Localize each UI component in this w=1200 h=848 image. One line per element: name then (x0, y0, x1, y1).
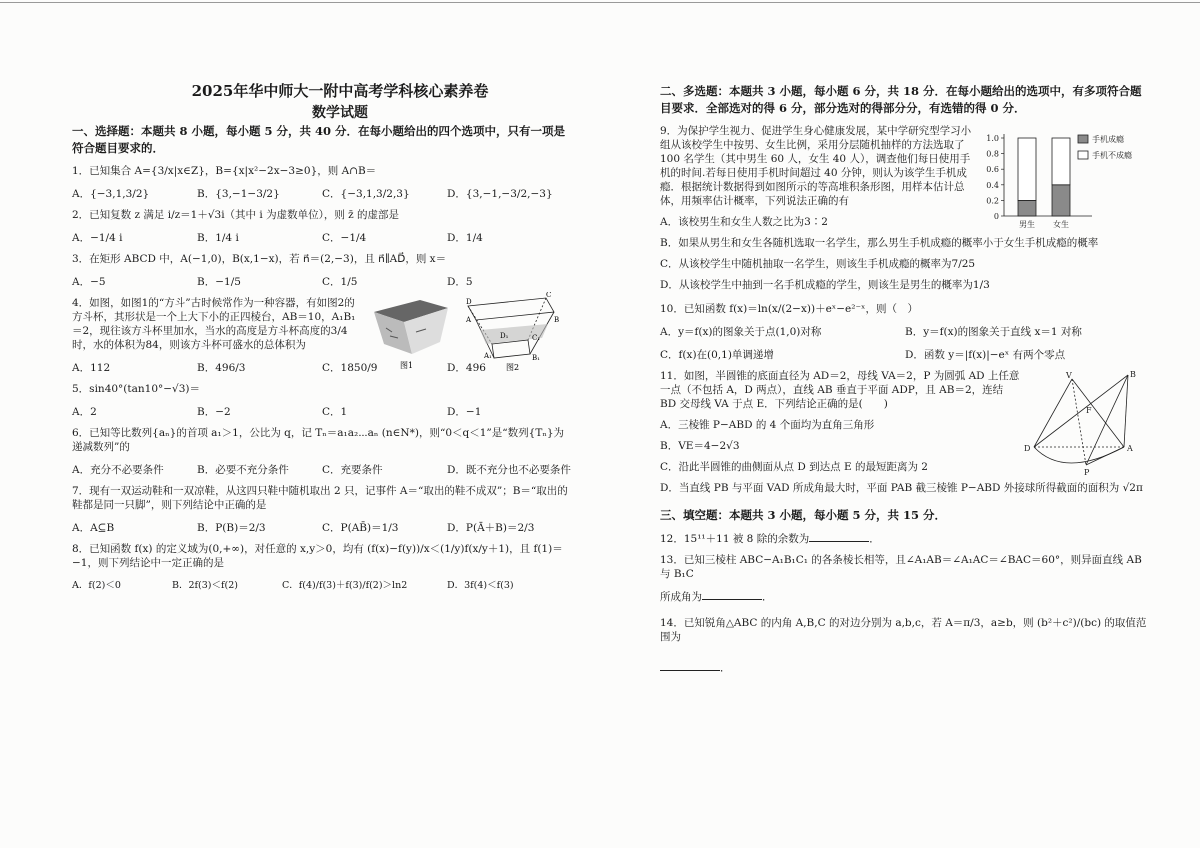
option-b: B．1/4 i (197, 232, 239, 244)
question-stem: 9．为保护学生视力、促进学生身心健康发展，某中学研究型学习小组从该校学生中按男、女生比例，采用分层随机抽样的方法选取了100 名学生（其中男生 60 人，女生 40 人），调查他们每日使用手机的时间.若每日使用手机时间超过 40 分钟，则认为该学生手机成瘾．根据统计数据得到如图所示的等高堆积条形图，用样本估计总体，用频率估计概率，下列说法正确的有 (660, 125, 972, 207)
question-7 (72, 484, 572, 535)
option-a: A．y＝f(x)的图象关于点(1,0)对称 (660, 326, 822, 338)
option-a: A．f(2)＜0 (72, 580, 121, 591)
section2-heading: 二、多选题：本题共 3 小题，每小题 6 分，共 18 分．在每小题给出的选项中，有多项符合题目要求．全部选对的得 6 分，部分选对的得部分分，有选错的得 0 分． (660, 84, 1142, 115)
left-page (72, 84, 572, 595)
question-stem: 10．已知函数 f(x)＝ln(x/(2−x))＋eˣ−e²⁻ˣ，则（ ） (660, 303, 918, 315)
bar-segment (1052, 138, 1070, 185)
answer-blank[interactable] (809, 531, 869, 542)
legend-swatch (1078, 135, 1088, 143)
options (72, 463, 572, 477)
figure-2-label: 图2 (506, 363, 520, 372)
question-2 (72, 208, 572, 245)
label-d: D (466, 298, 472, 306)
question-3 (72, 252, 572, 289)
exam-subtitle: 数学试题 (312, 105, 368, 121)
option-d: D．496 (447, 362, 486, 374)
label-a1: A₁ (484, 352, 492, 360)
option-a: A．{−3,1,3/2} (72, 188, 150, 200)
options (660, 325, 1150, 339)
label-a: A (1127, 444, 1133, 453)
label-c1: C₁ (532, 334, 541, 342)
option-d: D．当直线 PB 与平面 VAD 所成角最大时，平面 PAB 截三棱锥 P−ABD 外接球所得截面的面积为 √2π (660, 482, 1143, 494)
section3-heading: 三、填空题：本题共 3 小题，每小题 5 分，共 15 分． (660, 508, 947, 522)
y-tick-label: 0 (993, 212, 999, 221)
option-b: B．{3,−1−3/2} (197, 188, 280, 200)
figure-1-label: 图1 (400, 361, 414, 370)
question-6 (72, 426, 572, 477)
bar-segment (1052, 185, 1070, 216)
answer-blank[interactable] (702, 589, 762, 600)
question-12 (660, 531, 1150, 546)
label-p: P (1084, 468, 1090, 477)
question-stem: 8．已知函数 f(x) 的定义域为(0,+∞)，对任意的 x,y＞0，均有 (f(x)−f(y))/x＜(1/y)f(x/y＋1)，且 f(1)＝−1，则下列结论中一定正确的是 (72, 543, 563, 569)
option-c: C．f(x)在(0,1)单调递增 (660, 349, 774, 361)
option-c: C．1 (322, 406, 348, 418)
options (72, 187, 572, 201)
option-a: A．充分不必要条件 (72, 464, 164, 476)
option-a: A．−1/4 i (72, 232, 123, 244)
option-c: C．−1/4 (322, 232, 367, 244)
question-stem: 14．已知锐角△ABC 的内角 A,B,C 的对边分别为 a,b,c，若 A＝π/3，a≥b，则 (b²＋c²)/(bc) 的取值范围为 (660, 617, 1147, 643)
option-b: B．y＝f(x)的图象关于直线 x＝1 对称 (905, 326, 1082, 338)
options (72, 521, 572, 535)
question-stem: 6．已知等比数列{aₙ}的首项 a₁＞1，公比为 q，记 Tₙ＝a₁a₂⋯aₙ (n∈N*)，则“0＜q＜1”是“数列{Tₙ}为递减数列”的 (72, 427, 565, 453)
x-tick-label: 女生 (1053, 220, 1069, 229)
label-b: B (554, 316, 560, 324)
label-a: A (466, 316, 472, 324)
question-14 (660, 616, 1150, 675)
option-c: C．f(4)/f(3)＋f(3)/f(2)＞ln2 (282, 580, 408, 591)
option-b: B．2f(3)＜f(2) (172, 580, 238, 591)
option-a: A．A⊆B (72, 522, 115, 534)
option-c: C．1850/9 (322, 362, 378, 374)
label-d1: D₁ (500, 332, 509, 340)
x-tick-label: 男生 (1019, 220, 1035, 229)
right-page (660, 80, 1150, 675)
option-c: C．沿此半圆锥的曲侧面从点 D 到达点 E 的最短距离为 2 (660, 461, 928, 473)
figure-1-cup (374, 300, 448, 354)
option-d: D．3f(4)＜f(3) (447, 580, 514, 591)
bar-segment (1018, 200, 1036, 216)
option-a: A．该校男生和女生人数之比为3∶2 (660, 216, 828, 228)
option-d: D．从该校学生中抽到一名手机成瘾的学生，则该生是男生的概率为1/3 (660, 279, 990, 291)
options (72, 579, 572, 593)
question-9 (660, 124, 1150, 292)
y-tick-label: 0.4 (986, 180, 999, 190)
question-stem: 1．已知集合 A={3/x|x∈Z}，B={x|x²−2x−3≥0}，则 A∩B＝ (72, 165, 377, 177)
section1-heading: 一、选择题：本题共 8 小题，每小题 5 分，共 40 分．在每小题给出的四个选项中，只有一项是符合题目要求的． (72, 124, 566, 155)
question-8 (72, 542, 572, 593)
option-d: D．P(Ā＋B)＝2/3 (447, 522, 535, 534)
option-d: D．1/4 (447, 232, 483, 244)
question-stem: 7．现有一双运动鞋和一双凉鞋，从这四只鞋中随机取出 2 只，记事件 A＝“取出的鞋不成双”；B＝“取出的鞋都是同一只脚”，则下列结论中正确的是 (72, 485, 568, 511)
label-b: B (1130, 370, 1136, 379)
options (72, 275, 572, 289)
exam-title: 2025年华中师大一附中高考学科核心素养卷 (191, 82, 489, 100)
period: ． (720, 662, 731, 674)
question-4 (72, 292, 572, 375)
option-c: C．充要条件 (322, 464, 383, 476)
question-13 (660, 553, 1150, 604)
figure-4-fangdou (370, 292, 560, 372)
option-a: A．三棱锥 P−ABD 的 4 个面均为直角三角形 (660, 419, 875, 431)
q9-stacked-bar-chart (976, 128, 1152, 232)
question-stem: 4．如图，如图1的“方斗”古时候常作为一种容器，有如图2的方斗杯，其形状是一个上大下小的正四棱台，AB＝10，A₁B₁＝2，现往该方斗杯里加水，当水的高度是方斗杯高度的3/4时，水的体积为84，则该方斗杯可盛水的总体积为 (72, 297, 356, 351)
option-c: C．从该校学生中随机抽取一名学生，则该生手机成瘾的概率为7/25 (660, 258, 976, 270)
question-5 (72, 382, 572, 419)
question-stem: 5．sin40°(tan10°−√3)＝ (72, 383, 201, 395)
option-c: C．1/5 (322, 276, 358, 288)
option-b: B．496/3 (197, 362, 246, 374)
option-b: B．P(B)＝2/3 (197, 522, 266, 534)
question-stem: 3．在矩形 ABCD 中，A(−1,0)，B(x,1−x)，若 n⃗＝(2,−3)，且 n⃗∥AD⃗，则 x＝ (72, 253, 447, 265)
scan-top-line (0, 2, 1200, 3)
options (72, 231, 572, 245)
y-tick-label: 1.0 (986, 134, 999, 143)
legend-label: 手机不成瘾 (1092, 151, 1132, 160)
option-d: D．函数 y＝|f(x)|−eˣ 有两个零点 (905, 349, 1066, 361)
options (660, 348, 1150, 362)
option-a: A．112 (72, 362, 111, 374)
option-a: A．−5 (72, 276, 106, 288)
option-a: A．2 (72, 406, 97, 418)
option-b: B．−2 (197, 406, 231, 418)
option-c: C．P(AB̄)＝1/3 (322, 522, 399, 534)
label-d: D (1024, 444, 1031, 453)
y-tick-label: 0.2 (986, 196, 999, 206)
question-stem: 2．已知复数 z 满足 i/z＝1＋√3i（其中 i 为虚数单位），则 z̄ 的虚部是 (72, 209, 400, 221)
question-stem: 12．15¹¹＋11 被 8 除的余数为 (660, 533, 810, 545)
option-d: D．既不充分也不必要条件 (447, 464, 571, 476)
option-b: B．−1/5 (197, 276, 241, 288)
question-11 (660, 369, 1150, 495)
option-b: B．必要不充分条件 (197, 464, 289, 476)
answer-blank[interactable] (660, 660, 720, 671)
option-d: D．−1 (447, 406, 482, 418)
option-d: D．5 (447, 276, 473, 288)
legend-label: 手机成瘾 (1092, 135, 1124, 144)
bar-segment (1018, 138, 1036, 200)
q11-half-cone-figure (1024, 369, 1150, 479)
question-stem-cont: 所成角为 (660, 591, 702, 603)
option-b: B．VE＝4−2√3 (660, 440, 740, 452)
option-b: B．如果从男生和女生各随机选取一名学生，那么男生手机成瘾的概率小于女生手机成瘾的概率 (660, 237, 1099, 249)
question-stem: 11．如图，半圆锥的底面直径为 AD＝2，母线 VA＝2，P 为圆弧 AD 上任意一点（不包括 A，D 两点），直线 AB 垂直于平面 ADP，且 AB＝2，连结 BD 交母线 VA 于点 E．下列结论正确的是( ) (660, 370, 1020, 410)
label-v: V (1066, 371, 1072, 380)
y-tick-label: 0.6 (986, 165, 999, 175)
period: ． (762, 591, 773, 603)
figure-2-frustum (468, 298, 554, 358)
y-tick-label: 0.8 (986, 149, 999, 159)
question-10 (660, 302, 1150, 362)
option-d: D．{3,−1,−3/2,−3} (447, 188, 553, 200)
period: ． (869, 533, 880, 545)
option-c: C．{−3,1,3/2,3} (322, 188, 410, 200)
options (72, 405, 572, 419)
label-b1: B₁ (532, 354, 540, 362)
legend-swatch (1078, 151, 1088, 159)
label-f: F (1086, 406, 1092, 415)
label-c: C (546, 292, 552, 299)
question-1 (72, 164, 572, 201)
question-stem: 13．已知三棱柱 ABC−A₁B₁C₁ 的各条棱长相等，且∠A₁AB＝∠A₁AC＝∠BAC＝60°，则异面直线 AB 与 B₁C (660, 554, 1142, 580)
